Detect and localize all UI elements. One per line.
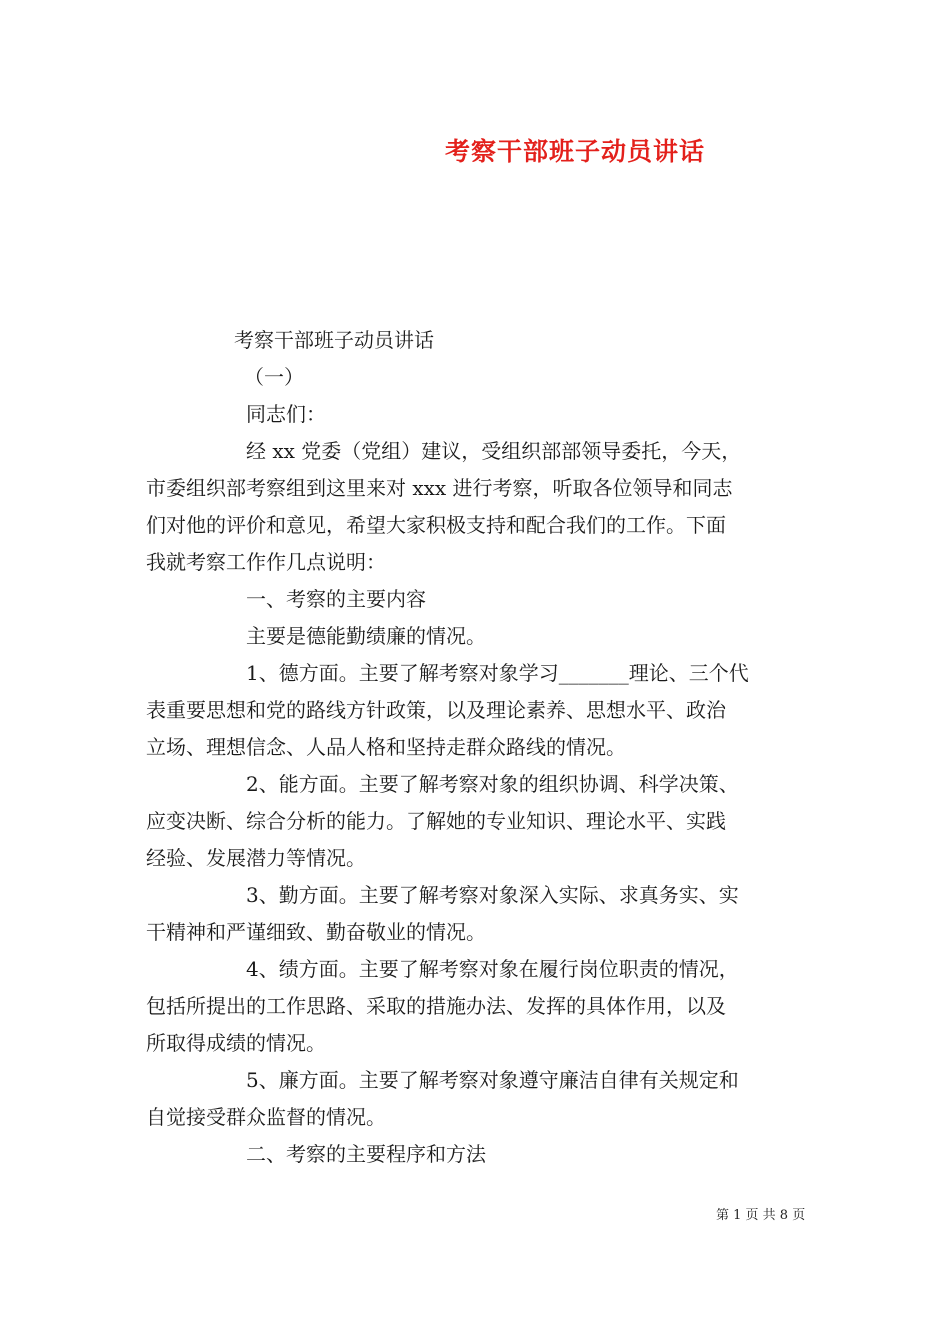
paragraph-line: 市委组织部考察组到这里来对 xxx 进行考察，听取各位领导和同志 xyxy=(146,476,733,500)
paragraph-line: 5、廉方面。主要了解考察对象遵守廉洁自律有关规定和 xyxy=(246,1068,739,1092)
paragraph-line: 4、绩方面。主要了解考察对象在履行岗位职责的情况， xyxy=(246,957,739,981)
paragraph-line: 包括所提出的工作思路、采取的措施办法、发挥的具体作用，以及 xyxy=(146,994,726,1018)
paragraph-line: 自觉接受群众监督的情况。 xyxy=(146,1105,386,1129)
document-body xyxy=(146,322,808,1173)
section-marker: （一） xyxy=(244,365,304,389)
paragraph-line: 1、德方面。主要了解考察对象学习_______理论、三个代 xyxy=(246,661,749,685)
paragraph-line: 3、勤方面。主要了解考察对象深入实际、求真务实、实 xyxy=(246,883,739,907)
paragraph-line: 应变决断、综合分析的能力。了解她的专业知识、理论水平、实践 xyxy=(146,809,726,833)
document-title: 考察干部班子动员讲话 xyxy=(444,137,705,166)
paragraph-line: 经验、发展潜力等情况。 xyxy=(146,846,366,870)
section-heading: 二、考察的主要程序和方法 xyxy=(246,1142,486,1166)
paragraph-line: 干精神和严谨细致、勤奋敬业的情况。 xyxy=(146,920,486,944)
paragraph-line: 经 xx 党委（党组）建议，受组织部部领导委托，今天， xyxy=(246,439,742,463)
paragraph-line: 表重要思想和党的路线方针政策，以及理论素养、思想水平、政治 xyxy=(146,698,726,722)
paragraph-line: 主要是德能勤绩廉的情况。 xyxy=(246,624,486,648)
salutation: 同志们： xyxy=(246,402,326,426)
paragraph-line: 2、能方面。主要了解考察对象的组织协调、科学决策、 xyxy=(246,772,739,796)
paragraph-line: 立场、理想信念、人品人格和坚持走群众路线的情况。 xyxy=(146,735,626,759)
paragraph-line: 所取得成绩的情况。 xyxy=(146,1031,326,1055)
paragraph-line: 我就考察工作作几点说明： xyxy=(146,550,386,574)
paragraph-line: 们对他的评价和意见，希望大家积极支持和配合我们的工作。下面 xyxy=(146,513,726,537)
body-heading: 考察干部班子动员讲话 xyxy=(234,328,434,352)
page-number: 第 1 页 共 8 页 xyxy=(716,1208,806,1223)
section-heading: 一、考察的主要内容 xyxy=(246,587,426,611)
